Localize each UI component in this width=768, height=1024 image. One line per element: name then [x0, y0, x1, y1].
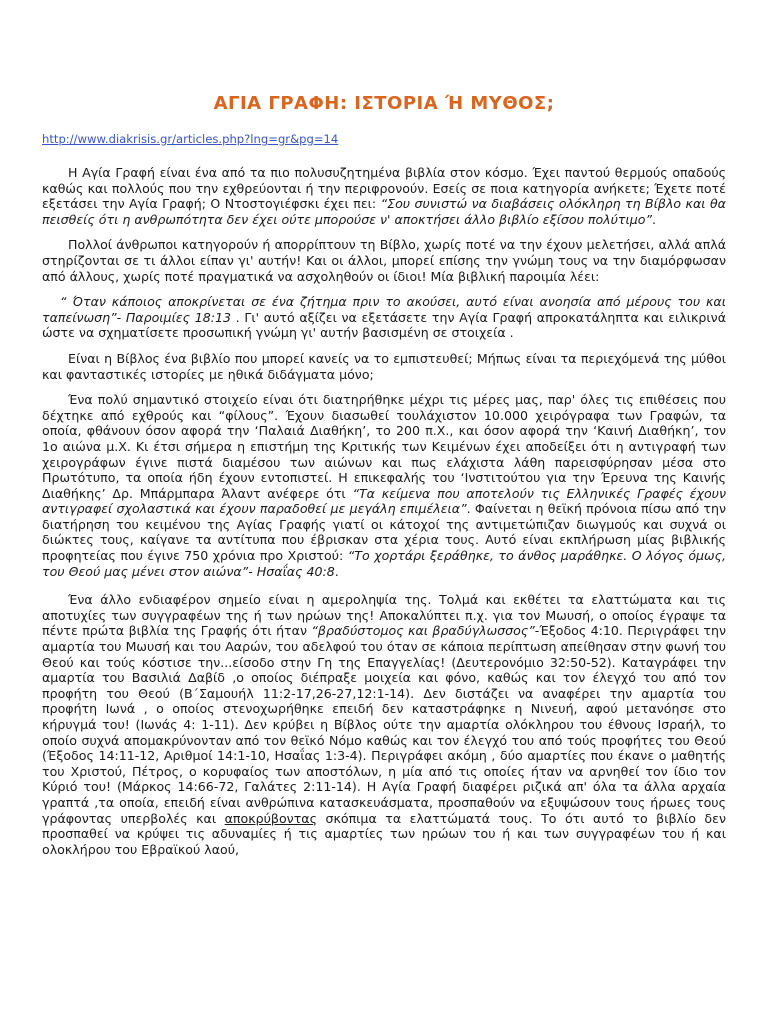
document-title: ΑΓΙΑ ΓΡΑΦΗ: ΙΣΤΟΡΙΑ Ή ΜΥΘΟΣ;	[213, 93, 555, 114]
p6-text-c: -Έξοδος 4:10. Περιγράφει την αμαρτία του Μωυσή και του Ααρών, του αδελφού του όταν σε κάποια περίπτωση απείθησαν στην φωνή του Θεού και τούς κόστισε την...είσοδο στην Γη της Επαγγελίας! (Δευτερονόμιο 32:50-52). Καταγράφει την αμαρτία του Βασιλιά Δαβίδ ,ο οποίος διέπραξε μοιχεία και φόνο, καθώς και τον έλεγχό του από τον προφήτη του Θεού (Β΄Σαμουήλ 11:2-17,26-27,12:1-14). Δεν διστάζει να αναφέρει την αμαρτία του προφήτη Ιωνά , ο οποίος στενοχωρήθηκε επειδή δεν καταστράφηκε η Νινευή, αφού μετανόησε στο κήρυγμά του! (Ιωνάς 4: 1-11). Δεν κρύβει η Βίβλος ούτε την αμαρτία ολόκληρου του έθνους Ισραήλ, το οποίο συχνά απομακρύνονταν από τον θεϊκό Νόμο καθώς και τον έλεγχό του από τούς προφήτες του Θεού (Έξοδος 14:11-12, Αριθμοί 14:1-10, Ησαΐας 1:3-4). Περιγράφει ακόμη , δύο αμαρτίες που έκανε ο μαθητής του Χριστού, Πέτρος, ο κορυφαίος των αποστόλων, η μία από τις οποίες ήταν να αρνηθεί τον ίδιο τον Κύριό του! (Μάρκος 14:66-72, Γαλάτες 2:11-14). Η Αγία Γραφή διαφέρει ριζικά απ' όλα τα άλλα αρχαία γραπτά ,τα οποία, επειδή είναι ανθρώπινα κατασκευάσματα, προσπαθούν να εξυψώσουν τους ήρωες τους γράφοντας υπερβολές και	[42, 623, 726, 826]
p5-text-c: . Φαίνεται η θεϊκή πρόνοια πίσω από την διατήρηση του κειμένου της Αγίας Γραφής γιατί οι κάτοχοί της αντιμετώπιζαν διωγμούς και συχνά οι διώκτες τους, καίγανε τα αντίτυπα που έβρισκαν στα χέρια τους. Αυτό είναι εκπλήρωση μίας βιβλικής προφητείας που έγινε 750 χρόνια προ Χριστού:	[42, 501, 726, 564]
p6-text-e: σκόπιμα τα ελαττώματά τους. Το ότι αυτό το βιβλίο δεν προσπαθεί να κρύψει τις αδυναμίες ή τις αμαρτίες των ηρώων του ή και των συγγραφέων του ή και ολοκλήρου του Εβραϊκού λαού,	[42, 810, 726, 857]
p5-aland-quote: “Τα κείμενα που αποτελούν τις Ελληνικές Γραφές έχουν αντιγραφεί σχολαστικά και έχουν παραδοθεί με μεγάλη επιμέλεια”	[42, 485, 727, 517]
paragraph-1	[42, 165, 726, 227]
source-link[interactable]: http://www.diakrisis.gr/articles.php?lng=gr&pg=14	[42, 132, 339, 146]
p3-text: . Γι' αυτό αξίζει να εξετάσετε την Αγία Γραφή απροκατάληπτα και ειλικρινά ώστε να σχηματίσετε προσωπική γνώμη γι' αυτήν βασισμένη σε στοιχεία .	[42, 309, 726, 341]
paragraph-5	[42, 392, 726, 579]
p6-text-a: Ένα άλλο ενδιαφέρον σημείο είναι η αμεροληψία της. Τολμά και εκθέτει τα ελαττώματα και τις αποτυχίες των συγγραφέων της ή των ηρώων της! Αποκαλύπτει π.χ. για τον Μωυσή, ο οποίος έγραψε τα πέντε πρώτα βιβλία της Γραφής ότι ήταν	[42, 592, 726, 639]
paragraph-3	[42, 294, 726, 341]
paragraph-4: Είναι η Βίβλος ένα βιβλίο που μπορεί κανείς να το εμπιστευθεί; Μήπως είναι τα περιεχόμενά της μύθοι και φανταστικές ιστορίες με ηθικά διδάγματα μόνο;	[42, 350, 726, 382]
p1-text: Η Αγία Γραφή είναι ένα από τα πιο πολυσυζητημένα βιβλία στον κόσμο. Έχει παντού θερμούς οπαδούς καθώς και πολλούς που την εχθρεύονται ή την περιφρονούν. Εσείς σε ποια κατηγορία ανήκετε; Έχετε ποτέ εξετάσει την Αγία Γραφή; Ο Ντοστογιέφσκι έχει πει:	[42, 165, 726, 212]
p3-proverb-quote: “ Όταν κάποιος αποκρίνεται σε ένα ζήτημα πριν το ακούσει, αυτό είναι ανοησία από μέρους του και ταπείνωση”- Παροιμίες 18:13	[42, 294, 726, 325]
p5-end: .	[334, 563, 339, 579]
p5-text-a: Ένα πολύ σημαντικό στοιχείο είναι ότι διατηρήθηκε μέχρι τις μέρες μας, παρ' όλες τις επιθέσεις που δέχτηκε από εχθρούς και “φίλους”. Έχουν διασωθεί τουλάχιστον 10.000 χειρόγραφα των Γραφών, τα οποία, φθάνουν όσον αφορά την ‘Παλαιά Διαθήκη’, το 200 π.Χ., και όσον αφορά την ‘Καινή Διαθήκη’, τον 1ο αιώνα μ.Χ. Κι έτσι σήμερα η επιστήμη της Κριτικής των Κειμένων έχει αποδείξει ότι η αντιγραφή των χειρογράφων έγινε πιστά διαμέσου των αιώνων και πως ελάχιστα λάθη παρεισφύρησαν μέσα στο Πρωτότυπο, τα οποία ήδη έχουν εντοπιστεί. Η επικεφαλής του ‘Ινστιτούτου για την Έρευνα της Καινής Διαθήκης’ Δρ. Μπάρμπαρα Άλαντ ανέφερε ότι	[42, 392, 726, 501]
paragraph-2: Πολλοί άνθρωποι κατηγορούν ή απορρίπτουν τη Βίβλο, χωρίς ποτέ να την έχουν μελετήσει, αλλά απλά στηρίζονται σε τι άλλοι είπαν γι' αυτήν! Και οι άλλοι, μπορεί επίσης την γνώμη τους να την διαμόρφωσαν από άλλους, χωρίς ποτέ πραγματικά να ασχοληθούν οι ίδιοι! Μία βιβλική παροιμία λέει:	[42, 237, 726, 284]
paragraph-6	[42, 592, 726, 857]
p1-dostoevsky-quote: “Σου συνιστώ να διαβάσεις ολόκληρη τη Βίβλο και θα πεισθείς ότι η ανθρωπότητα δεν έχει ούτε μπορούσε ν' αποκτήσει άλλο βιβλίο εξίσου πολύτιμο”	[42, 196, 726, 227]
p6-underlined-word: αποκρύβοντας	[224, 810, 317, 826]
p6-moses-quote: “βραδύστομος και βραδύγλωσσος”	[311, 623, 535, 639]
p5-isaiah-quote: “Το χορτάρι ξεράθηκε, το άνθος μαράθηκε. Ο λόγος όμως, του Θεού μας μένει στον αιώνα”- Ησαΐας 40:8	[42, 548, 726, 579]
p1-end: .	[652, 211, 657, 227]
